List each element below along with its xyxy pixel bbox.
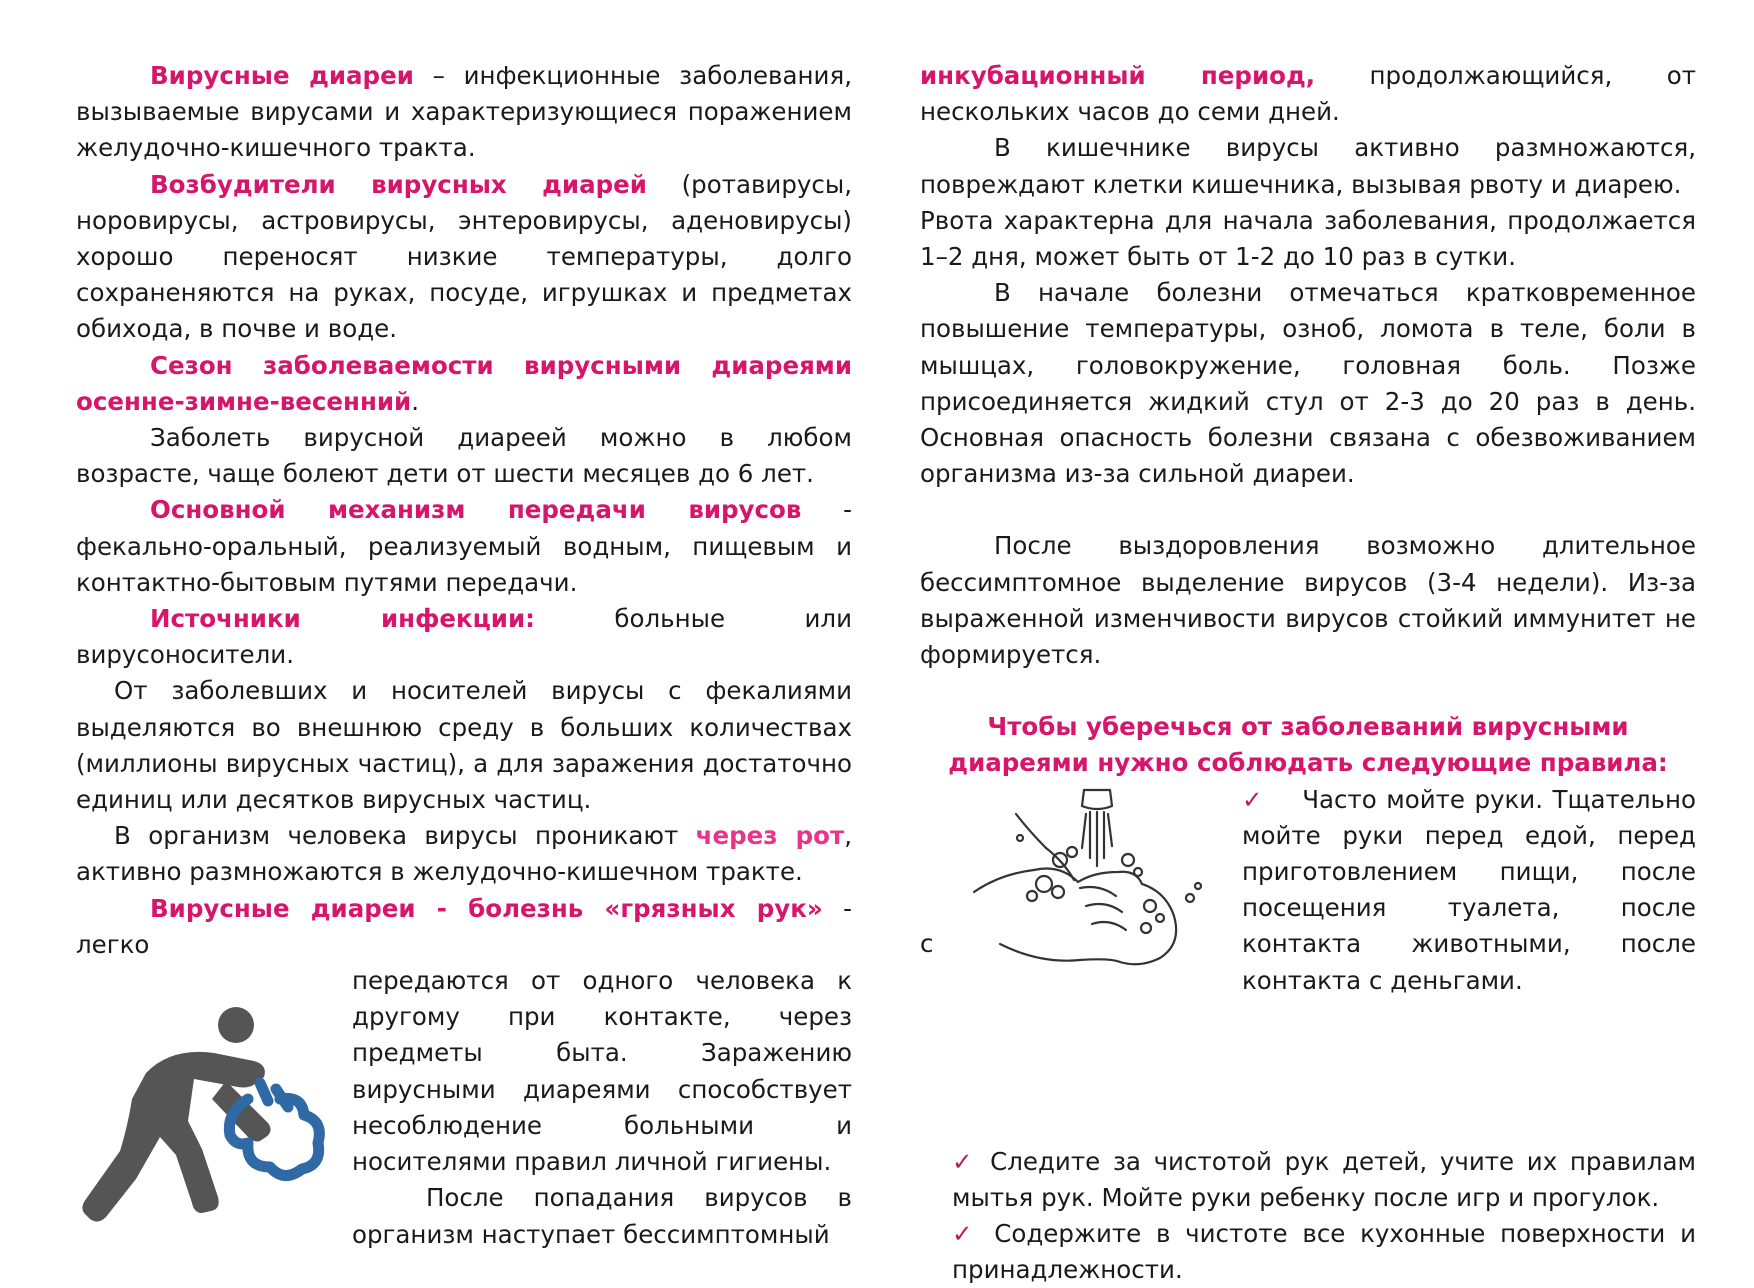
paragraph-entry: В организм человека вирусы проникают через рот, активно размножаются в желудочно-кишечном тракте.	[76, 821, 852, 887]
hand-washing-icon	[960, 788, 1220, 978]
rule2-text: ✓ Следите за чистотой рук детей, учите их правилам мытья рук. Мойте руки ребенку после игр и прогулок.	[952, 1146, 1696, 1212]
paragraph-pathogens: Возбудители вирусных диарей (ротавирусы, норовирусы, астровирусы, энтеровирусы, аденовирусы) хорошо переносят низкие температуры, долго сохраненяются на руках, посуде, игрушках и предметах обихода, в почве и воде.	[76, 169, 853, 344]
paragraph-sources: Источники инфекции: больные или вирусоносители.	[76, 604, 852, 670]
paragraph-definition: Вирусные диареи – инфекционные заболевания, вызываемые вирусами и характеризующиеся поражением желудочно-кишечного тракта.	[76, 61, 852, 163]
rule1-fragment: с	[920, 928, 934, 958]
paragraph-incubation: инкубационный период, продолжающийся, от нескольких часов до семи дней.	[920, 61, 1696, 127]
paragraph-mechanism: Основной механизм передачи вирусов - фекально-оральный, реализуемый водным, пищевым и контактно-бытовым путями передачи.	[76, 495, 852, 597]
left-column	[76, 58, 852, 1253]
rule3-text: ✓ Содержите в чистоте все кухонные поверхности и принадлежности.	[952, 1219, 1696, 1285]
paragraph-recovery: После выздоровления возможно длительное бессимптомное выделение вирусов (3-4 недели). Из-за выраженной изменчивости вирусов стойкий иммунитет не формируется.	[920, 531, 1696, 670]
term-pathogens: Возбудители вирусных диарей	[150, 169, 647, 199]
dirty-hands-continuation	[352, 963, 852, 1253]
paragraph-symptoms: В начале болезни отмечаться кратковременное повышение температуры, озноб, ломота в теле, боли в мышцах, головокружение, головная боль. Позже присоединяется жидкий стул от 2-3 до 20 раз в день. Основная опасность болезни связана с обезвоживанием организма из-за сильной диареи.	[920, 278, 1696, 489]
checkmark-icon: ✓	[952, 1146, 978, 1176]
paragraph-vomiting: Рвота характерна для начала заболевания, продолжается 1–2 дня, может быть от 1-2 до 10 раз в сутки.	[920, 205, 1696, 272]
term-season: Сезон заболеваемости вирусными диареями осенне-зимне-весенний	[76, 350, 852, 416]
checkmark-icon: ✓	[952, 1219, 980, 1249]
right-column	[920, 58, 1696, 1288]
rule1-text-block	[1242, 782, 1696, 999]
rule-hand-washing	[920, 782, 1696, 1144]
paragraph-dirty-hands-head: Вирусные диареи - болезнь «грязных рук» - легко	[76, 893, 852, 959]
rules-list	[952, 1144, 1696, 1288]
paragraph-intestine: В кишечнике вирусы активно размножаются, повреждают клетки кишечника, вызывая рвоту и диарею.	[920, 133, 1696, 199]
term-incubation: инкубационный период,	[920, 61, 1316, 90]
term-sources: Источники инфекции:	[150, 604, 535, 634]
term-mechanism: Основной механизм передачи вирусов	[150, 495, 802, 525]
paragraph-season: Сезон заболеваемости вирусными диареями осенне-зимне-весенний.	[76, 350, 852, 416]
paragraph-age: Заболеть вирусной диареей можно в любом возрасте, чаще болеют дети от шести месяцев до 6 лет.	[76, 423, 852, 489]
rule1-text: ✓ Часто мойте руки. Тщательно мойте руки перед едой, перед приготовлением пищи, после посещения туалета, после контакта животными, после контакта с деньгами.	[1242, 784, 1696, 995]
paragraph-incubation-start: После попадания вирусов в организм наступает бессимптомный	[352, 1183, 852, 1249]
illustrated-block	[76, 963, 852, 1253]
checkmark-icon: ✓	[1242, 784, 1265, 814]
rules-heading: Чтобы уберечься от заболеваний вирусными диареями нужно соблюдать следующие правила:	[948, 712, 1668, 778]
paragraph-shedding: От заболевших и носителей вирусы с фекалиями выделяются во внешнюю среду в больших количествах (миллионы вирусных частиц), а для заражения достаточно единиц или десятков вирусных частиц.	[76, 676, 852, 815]
term-viral-diarrhea: Вирусные диареи	[150, 61, 414, 90]
term-through-mouth: через рот	[695, 821, 845, 851]
paragraph-dirty-hands-rest: передаются от одного человека к другому при контакте, через предметы быта. Заражению вирусными диареями способствует несоблюдение больными и носителями правил личной гигиены.	[352, 966, 852, 1177]
vomiting-person-icon	[76, 1003, 326, 1233]
term-dirty-hands: Вирусные диареи - болезнь «грязных рук»	[150, 893, 823, 923]
